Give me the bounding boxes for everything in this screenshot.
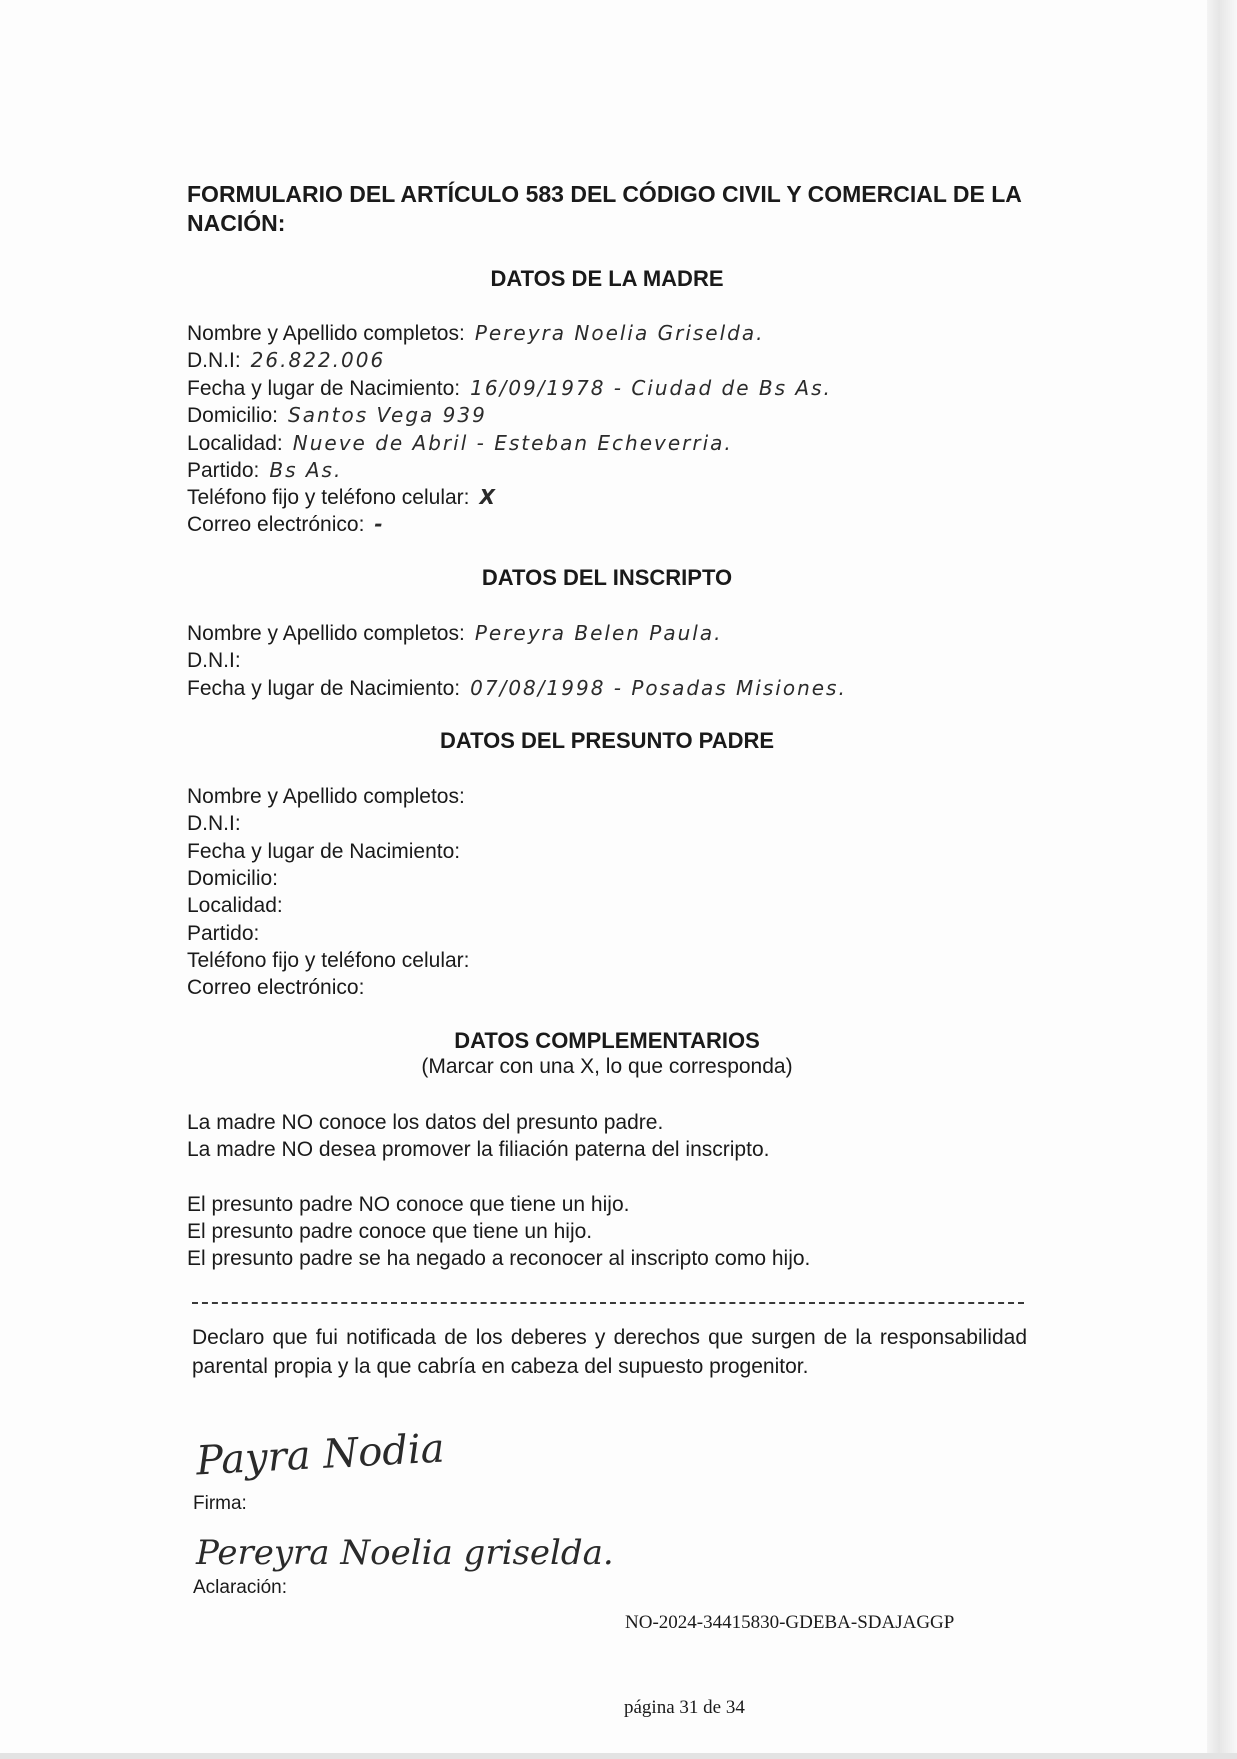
section-inscripto-heading: DATOS DEL INSCRIPTO (481, 565, 733, 590)
padre-correo-row (187, 974, 364, 1001)
section-padre-heading: DATOS DEL PRESUNTO PADRE (439, 728, 775, 753)
field-label: Teléfono fijo y teléfono celular: (187, 486, 470, 509)
field-label: Nombre y Apellido completos: (187, 785, 465, 808)
handwritten-value: Pereyra Belen Paula. (474, 621, 723, 645)
field-label: Correo electrónico: (187, 513, 365, 536)
padre-nombre-row (187, 783, 465, 810)
field-label: D.N.I: (187, 812, 241, 835)
madre-localidad-row (187, 430, 733, 457)
scan-bottom-edge (0, 1753, 1237, 1759)
madre-dni-row (187, 347, 385, 374)
madre-telefono-row (187, 484, 497, 511)
field-label: Nombre y Apellido completos: (187, 622, 465, 645)
field-label: Domicilio: (187, 404, 279, 427)
padre-domicilio-row (187, 865, 278, 892)
handwritten-value: 16/09/1978 - Ciudad de Bs As. (470, 376, 832, 400)
handwritten-value: Bs As. (269, 458, 343, 482)
padre-partido-row (187, 920, 259, 947)
field-label: Partido: (187, 459, 260, 482)
padre-localidad-row (187, 892, 283, 919)
signature: Payra Nodia (194, 1425, 446, 1485)
madre-correo-row (187, 511, 385, 538)
page-number: página 31 de 34 (624, 1697, 745, 1718)
field-label: Fecha y lugar de Nacimiento: (187, 377, 461, 400)
aclaracion-label: Aclaración: (193, 1577, 287, 1598)
section-complementarios-heading: DATOS COMPLEMENTARIOS (454, 1028, 760, 1053)
padre-nacimiento-row (187, 838, 460, 865)
complementario-item: El presunto padre NO conoce que tiene un hijo. (187, 1193, 630, 1216)
form-title: FORMULARIO DEL ARTÍCULO 583 DEL CÓDIGO CIVIL Y COMERCIAL DE LA NACIÓN: (187, 181, 1022, 236)
complementario-item: El presunto padre conoce que tiene un hijo. (187, 1220, 593, 1243)
complementario-item: El presunto padre se ha negado a reconocer al inscripto como hijo. (187, 1247, 811, 1270)
field-label: Teléfono fijo y teléfono celular: (187, 949, 470, 972)
handwritten-value: 26.822.006 (250, 348, 386, 372)
scan-edge (1207, 0, 1237, 1759)
padre-telefono-row (187, 947, 470, 974)
field-label: D.N.I: (187, 649, 241, 672)
declaration-text: Declaro que fui notificada de los deberes y derechos que surgen de la responsabilidad parental propia y la que cabría en cabeza del supuesto progenitor. (192, 1326, 1027, 1378)
handwritten-value: X (479, 485, 497, 509)
handwritten-value: Pereyra Noelia Griselda. (474, 321, 765, 345)
inscripto-nacimiento-row (187, 675, 847, 702)
handwritten-value: Nueve de Abril - Esteban Echeverria. (292, 431, 733, 455)
field-label: Localidad: (187, 894, 283, 917)
madre-partido-row (187, 457, 342, 484)
complementario-item: La madre NO desea promover la filiación paterna del inscripto. (187, 1138, 770, 1161)
field-label: Correo electrónico: (187, 976, 365, 999)
field-label: Domicilio: (187, 867, 279, 890)
complementario-item: La madre NO conoce los datos del presunto padre. (187, 1111, 664, 1134)
field-label: Nombre y Apellido completos: (187, 322, 465, 345)
section-complementarios-note: (Marcar con una X, lo que corresponda) (421, 1055, 793, 1078)
field-label: Localidad: (187, 432, 283, 455)
padre-dni-row (187, 810, 241, 837)
madre-domicilio-row (187, 402, 487, 429)
field-label: D.N.I: (187, 349, 241, 372)
inscripto-dni-row (187, 647, 241, 674)
madre-nacimiento-row (187, 375, 832, 402)
section-madre-heading: DATOS DE LA MADRE (490, 266, 724, 291)
field-label: Fecha y lugar de Nacimiento: (187, 840, 461, 863)
handwritten-value: Santos Vega 939 (288, 403, 487, 427)
aclaracion-handwritten: Pereyra Noelia griselda. (196, 1533, 614, 1573)
dashed-separator (192, 1302, 1024, 1304)
inscripto-nombre-row (187, 620, 722, 647)
firma-label: Firma: (193, 1493, 247, 1514)
handwritten-value: - (374, 512, 385, 536)
field-label: Fecha y lugar de Nacimiento: (187, 677, 461, 700)
document-number: NO-2024-34415830-GDEBA-SDAJAGGP (625, 1612, 955, 1633)
field-label: Partido: (187, 922, 260, 945)
handwritten-value: 07/08/1998 - Posadas Misiones. (470, 676, 847, 700)
madre-nombre-row (187, 320, 764, 347)
